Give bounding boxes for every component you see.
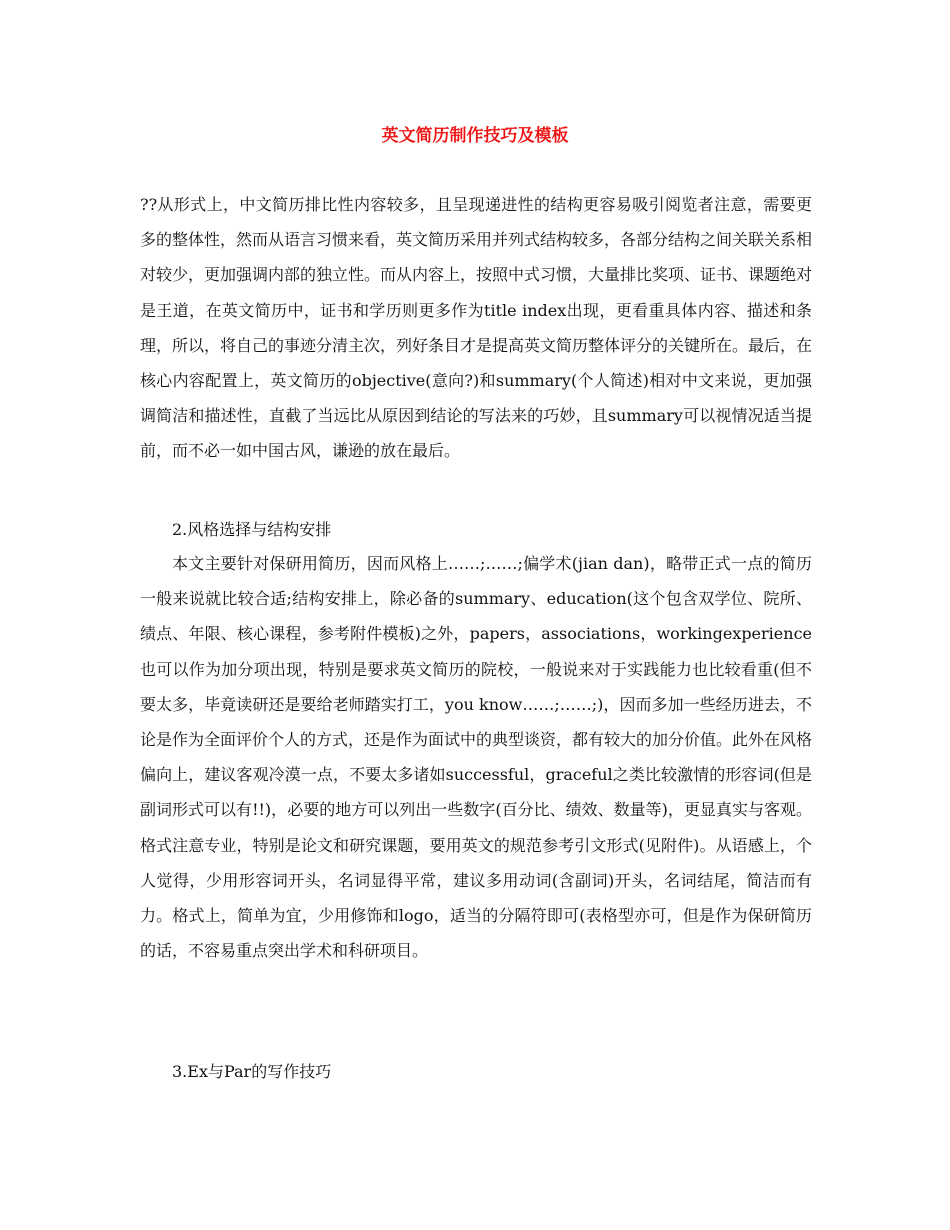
paragraph-text: ??从形式上，中文简历排比性内容较多，且呈现递进性的结构更容易吸引阅览者注意，需要更多的整体性，然而从语言习惯来看，英文简历采用并列式结构较多，各部分结构之间关联关系相对较少，更加强调内部的独立性。而从内容上，按照中式习惯，大量排比奖项、证书、课题绝对是王道，在英文简历中，证书和学历则更多作为title index出现，更看重具体内容、描述和条理，所以，将自己的事迹分清主次，列好条目才是提高英文简历整体评分的关键所在。最后，在核心内容配置上，英文简历的objective(意向?)和summary(个人简述)相对中文来说，更加强调简洁和描述性，直截了当远比从原因到结论的写法来的巧妙，且summary可以视情况适当提前，而不必一如中国古风，谦逊的放在最后。 [140, 195, 813, 461]
paragraph-style-structure [140, 546, 812, 968]
paragraph-format-comparison [140, 187, 812, 469]
paragraph-text: 本文主要针对保研用简历，因而风格上……;……;偏学术(jian dan)，略带正式一点的简历一般来说就比较合适;结构安排上，除必备的summary、education(这个包含双学位、院所、绩点、年限、核心课程，参考附件模板)之外，papers，associations，workingexperience也可以作为加分项出现，特别是要求英文简历的院校，一般说来对于实践能力也比较看重(但不要太多，毕竟读研还是要给老师踏实打工，you know……;……;)，因而多加一些经历进去，不论是作为全面评价个人的方式，还是作为面试中的典型谈资，都有较大的加分价值。此外在风格偏向上，建议客观冷漠一点，不要太多诸如successful，graceful之类比较激情的形容词(但是副词形式可以有!!)，必要的地方可以列出一些数字(百分比、绩效、数量等)，更显真实与客观。格式注意专业，特别是论文和研究课题，要用英文的规范参考引文形式(见附件)。从语感上，个人觉得，少用形容词开头，名词显得平常，建议多用动词(含副词)开头，名词结尾，简洁而有力。格式上，简单为宜，少用修饰和logo，适当的分隔符即可(表格型亦可，但是作为保研简历的话，不容易重点突出学术和科研项目。 [140, 554, 813, 961]
section-heading-text: 2.风格选择与结构安排 [172, 520, 332, 539]
section-heading-ex-par [140, 1054, 812, 1089]
document-title: 英文简历制作技巧及模板 [381, 126, 569, 146]
section-heading-style [140, 512, 812, 547]
section-heading-text: 3.Ex与Par的写作技巧 [172, 1062, 332, 1081]
